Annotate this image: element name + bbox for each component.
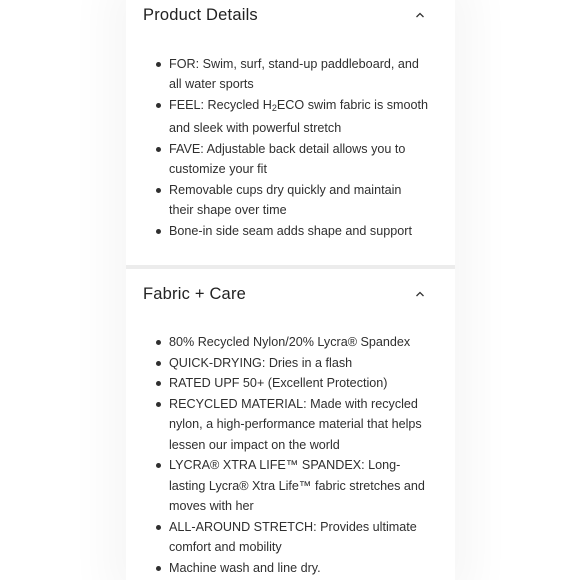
product-details-section [126,0,455,238]
chevron-up-icon[interactable] [415,290,425,298]
list-item: Machine wash and line dry. [126,558,455,578]
fabric-care-title: Fabric + Care [143,285,247,303]
fabric-care-list [126,332,455,578]
fabric-care-section [126,279,455,575]
chevron-up-icon[interactable] [415,11,425,19]
list-item: FEEL: Recycled $H_2ECO$ swim fabric is smooth and sleek with powerful stretch [126,95,455,139]
product-details-header[interactable] [126,0,455,30]
product-details-title: Product Details [143,6,258,24]
list-item: Bone-in side seam adds shape and support [126,221,455,241]
list-item: LYCRA® XTRA LIFE™ SPANDEX: Long-lasting Lycra® Xtra Life™ fabric stretches and moves with her [126,455,455,516]
list-item: ALL-AROUND STRETCH: Provides ultimate comfort and mobility [126,517,455,558]
list-item: FAVE: Adjustable back detail allows you to customize your fit [126,139,455,180]
list-item: FOR: Swim, surf, stand-up paddleboard, and all water sports [126,54,455,95]
list-item: QUICK-DRYING: Dries in a flash [126,353,455,373]
section-divider [126,265,455,269]
fabric-care-header[interactable] [126,279,455,309]
list-item: 80% Recycled Nylon/20% Lycra® Spandex [126,332,455,352]
list-item: RATED UPF 50+ (Excellent Protection) [126,373,455,393]
list-item: Removable cups dry quickly and maintain their shape over time [126,180,455,221]
product-details-list [126,54,455,242]
list-item: RECYCLED MATERIAL: Made with recycled nylon, a high-performance material that helps lessen our impact on the world [126,394,455,455]
product-info-card [126,0,455,580]
